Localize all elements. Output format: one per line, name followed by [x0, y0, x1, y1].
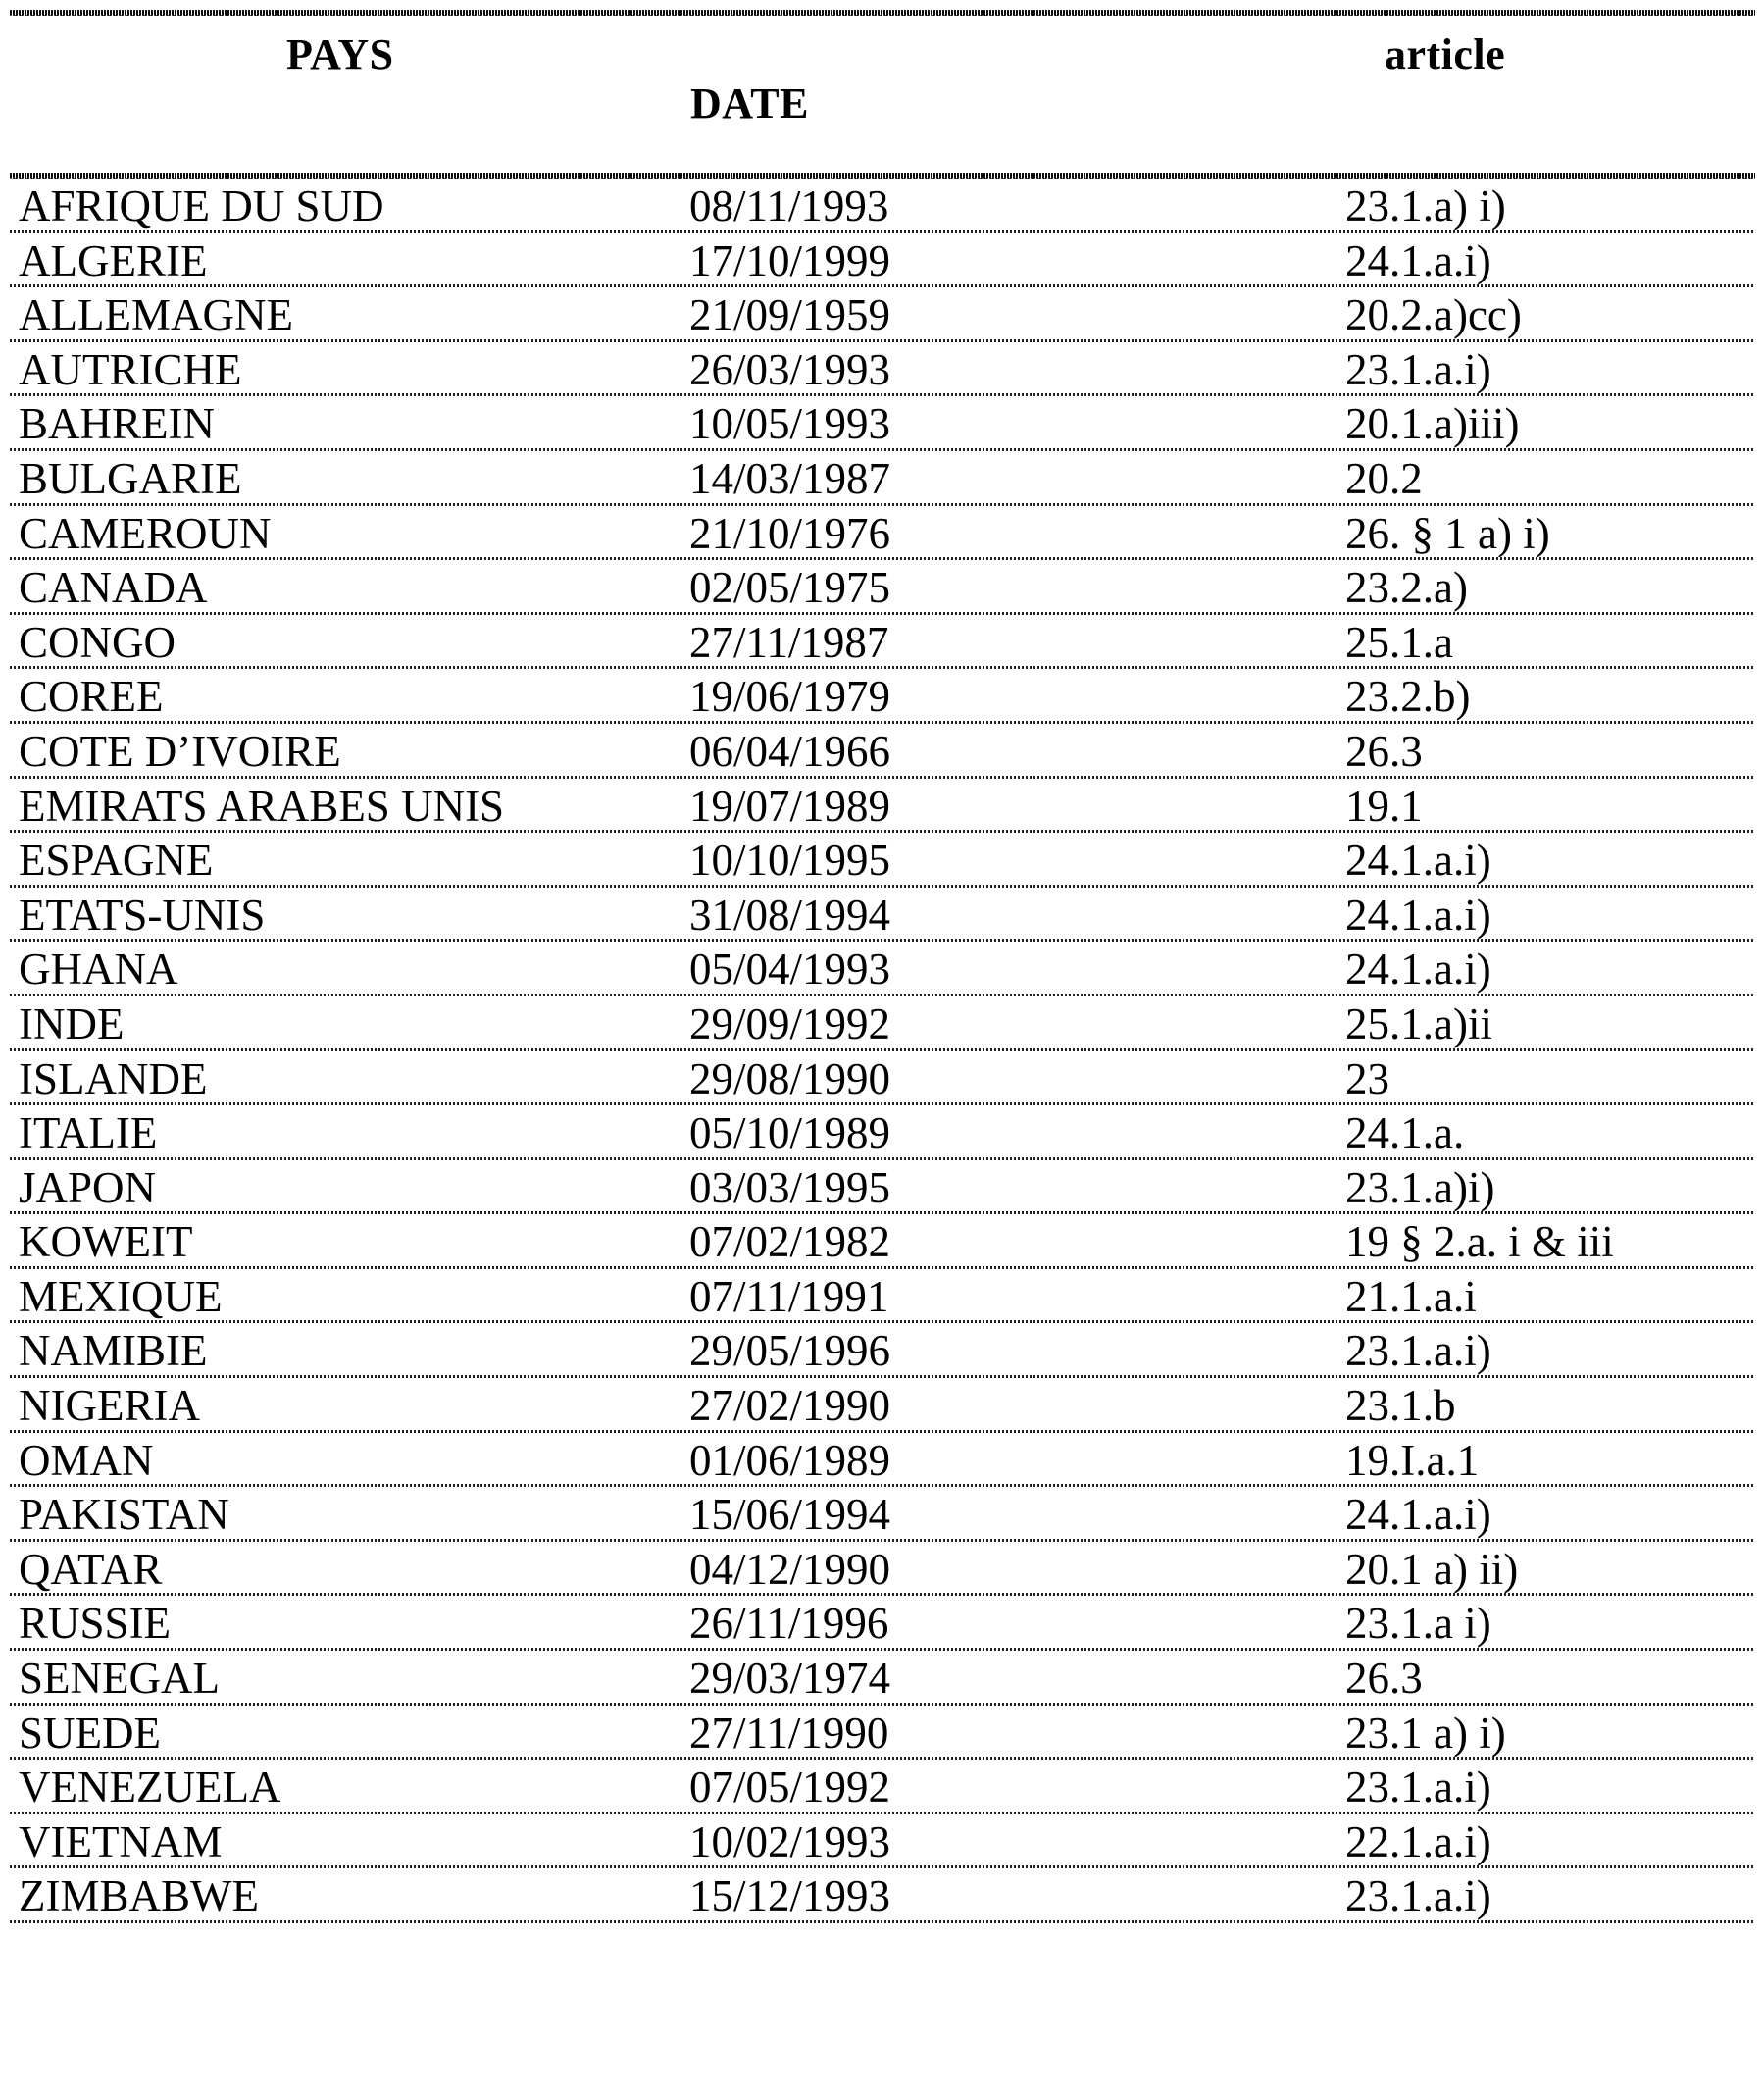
- cell-pays: KOWEIT: [19, 1217, 193, 1267]
- cell-pays: COREE: [19, 672, 164, 722]
- cell-date: 19/06/1979: [689, 672, 891, 722]
- table-row: [10, 1378, 1755, 1433]
- table-body: [10, 179, 1755, 1923]
- cell-pays: NAMIBIE: [19, 1326, 208, 1376]
- cell-article: 26.3: [1345, 726, 1423, 776]
- cell-date: 07/11/1991: [689, 1271, 889, 1321]
- cell-date: 06/04/1966: [689, 726, 891, 776]
- table-row: [10, 615, 1755, 670]
- cell-pays: BAHREIN: [19, 399, 215, 449]
- cell-date: 10/02/1993: [689, 1816, 891, 1866]
- table-row: [10, 1214, 1755, 1269]
- cell-pays: QATAR: [19, 1544, 163, 1594]
- cell-date: 03/03/1995: [689, 1162, 891, 1212]
- cell-date: 21/10/1976: [689, 508, 891, 558]
- cell-pays: ZIMBABWE: [19, 1871, 259, 1921]
- table-row: [10, 1269, 1755, 1324]
- cell-pays: NIGERIA: [19, 1381, 200, 1431]
- table-row: [10, 833, 1755, 888]
- cell-pays: ITALIE: [19, 1108, 158, 1158]
- cell-article: 22.1.a.i): [1345, 1816, 1491, 1866]
- cell-article: 26. § 1 a) i): [1345, 508, 1550, 558]
- table-row: [10, 451, 1755, 506]
- cell-date: 05/04/1993: [689, 944, 891, 995]
- cell-article: 19 § 2.a. i & iii: [1345, 1217, 1614, 1267]
- cell-article: 23.1 a) i): [1345, 1708, 1506, 1758]
- cell-article: 26.3: [1345, 1654, 1423, 1704]
- table-row: [10, 1814, 1755, 1869]
- cell-article: 20.2.a)cc): [1345, 290, 1522, 340]
- table-row: [10, 669, 1755, 724]
- cell-pays: OMAN: [19, 1435, 154, 1485]
- cell-date: 29/05/1996: [689, 1326, 891, 1376]
- table-row: [10, 1160, 1755, 1215]
- table-row: [10, 342, 1755, 397]
- cell-date: 27/11/1990: [689, 1708, 889, 1758]
- cell-article: 23.1.b: [1345, 1381, 1456, 1431]
- cell-pays: ALLEMAGNE: [19, 290, 293, 340]
- cell-article: 20.1.a)iii): [1345, 399, 1520, 449]
- cell-date: 04/12/1990: [689, 1544, 891, 1594]
- cell-article: 23.1.a.i): [1345, 1871, 1491, 1921]
- table-row: [10, 888, 1755, 943]
- cell-article: 20.1 a) ii): [1345, 1544, 1519, 1594]
- cell-pays: BULGARIE: [19, 453, 242, 503]
- cell-date: 17/10/1999: [689, 235, 891, 285]
- cell-article: 24.1.a.i): [1345, 944, 1491, 995]
- cell-article: 24.1.a.i): [1345, 235, 1491, 285]
- table-row: [10, 396, 1755, 451]
- cell-article: 24.1.a.i): [1345, 1490, 1491, 1540]
- cell-article: 24.1.a.: [1345, 1108, 1465, 1158]
- cell-date: 08/11/1993: [689, 181, 889, 230]
- cell-date: 15/12/1993: [689, 1871, 891, 1921]
- table-row: [10, 1596, 1755, 1651]
- cell-pays: CONGO: [19, 617, 176, 667]
- cell-date: 14/03/1987: [689, 453, 891, 503]
- table-row: [10, 179, 1755, 233]
- cell-date: 01/06/1989: [689, 1435, 891, 1485]
- cell-pays: CAMEROUN: [19, 508, 272, 558]
- cell-pays: RUSSIE: [19, 1599, 172, 1649]
- cell-pays: GHANA: [19, 944, 178, 995]
- cell-date: 15/06/1994: [689, 1490, 891, 1540]
- table-row: [10, 560, 1755, 615]
- table-row: [10, 1323, 1755, 1378]
- cell-article: 19.1: [1345, 781, 1423, 831]
- cell-article: 23: [1345, 1053, 1389, 1103]
- cell-date: 26/11/1996: [689, 1599, 889, 1649]
- cell-pays: ETATS-UNIS: [19, 890, 266, 940]
- table-row: [10, 1760, 1755, 1814]
- header-date: DATE: [690, 79, 809, 128]
- table-row: [10, 1542, 1755, 1597]
- cell-pays: ISLANDE: [19, 1053, 208, 1103]
- cell-date: 27/11/1987: [689, 617, 889, 667]
- cell-pays: EMIRATS ARABES UNIS: [19, 781, 505, 831]
- cell-date: 26/03/1993: [689, 344, 891, 394]
- table-row: [10, 942, 1755, 996]
- cell-article: 23.1.a)i): [1345, 1162, 1495, 1212]
- cell-pays: VIETNAM: [19, 1816, 223, 1866]
- cell-date: 02/05/1975: [689, 563, 891, 613]
- cell-date: 21/09/1959: [689, 290, 891, 340]
- cell-article: 25.1.a: [1345, 617, 1453, 667]
- document-page: [10, 10, 1755, 1923]
- table-row: [10, 1651, 1755, 1706]
- table-header: [10, 16, 1755, 173]
- table-row: [10, 233, 1755, 288]
- cell-date: 29/09/1992: [689, 998, 891, 1048]
- header-pays: PAYS: [286, 30, 394, 78]
- table-row: [10, 1706, 1755, 1761]
- cell-date: 31/08/1994: [689, 890, 891, 940]
- cell-article: 24.1.a.i): [1345, 890, 1491, 940]
- table-row: [10, 996, 1755, 1051]
- cell-pays: INDE: [19, 998, 125, 1048]
- cell-pays: MEXIQUE: [19, 1271, 223, 1321]
- cell-article: 23.1.a.i): [1345, 1762, 1491, 1812]
- table-row: [10, 506, 1755, 561]
- cell-article: 20.2: [1345, 453, 1423, 503]
- cell-pays: PAKISTAN: [19, 1490, 229, 1540]
- cell-article: 21.1.a.i: [1345, 1271, 1477, 1321]
- cell-pays: JAPON: [19, 1162, 157, 1212]
- cell-pays: CANADA: [19, 563, 208, 613]
- cell-pays: AFRIQUE DU SUD: [19, 181, 384, 230]
- cell-date: 19/07/1989: [689, 781, 891, 831]
- cell-pays: ESPAGNE: [19, 836, 214, 886]
- cell-date: 10/10/1995: [689, 836, 891, 886]
- cell-article: 25.1.a)ii: [1345, 998, 1492, 1048]
- header-article: article: [1385, 30, 1506, 78]
- cell-date: 07/05/1992: [689, 1762, 891, 1812]
- cell-article: 24.1.a.i): [1345, 836, 1491, 886]
- cell-date: 29/08/1990: [689, 1053, 891, 1103]
- table-row: [10, 1868, 1755, 1923]
- table-row: [10, 1433, 1755, 1488]
- table-row: [10, 1487, 1755, 1542]
- cell-date: 05/10/1989: [689, 1108, 891, 1158]
- cell-date: 10/05/1993: [689, 399, 891, 449]
- table-row: [10, 779, 1755, 834]
- cell-pays: SENEGAL: [19, 1654, 220, 1704]
- cell-article: 19.I.a.1: [1345, 1435, 1480, 1485]
- cell-article: 23.1.a.i): [1345, 1326, 1491, 1376]
- cell-article: 23.2.a): [1345, 563, 1468, 613]
- cell-pays: SUEDE: [19, 1708, 161, 1758]
- cell-date: 07/02/1982: [689, 1217, 891, 1267]
- table-row: [10, 1105, 1755, 1160]
- cell-pays: AUTRICHE: [19, 344, 242, 394]
- cell-article: 23.1.a i): [1345, 1599, 1491, 1649]
- table-row: [10, 1051, 1755, 1106]
- table-row: [10, 724, 1755, 779]
- cell-article: 23.1.a) i): [1345, 181, 1506, 230]
- row-separator: [10, 1920, 1755, 1923]
- cell-pays: ALGERIE: [19, 235, 208, 285]
- cell-date: 27/02/1990: [689, 1381, 891, 1431]
- cell-article: 23.2.b): [1345, 672, 1471, 722]
- cell-pays: VENEZUELA: [19, 1762, 281, 1812]
- cell-pays: COTE D’IVOIRE: [19, 726, 341, 776]
- cell-article: 23.1.a.i): [1345, 344, 1491, 394]
- cell-date: 29/03/1974: [689, 1654, 891, 1704]
- table-row: [10, 287, 1755, 342]
